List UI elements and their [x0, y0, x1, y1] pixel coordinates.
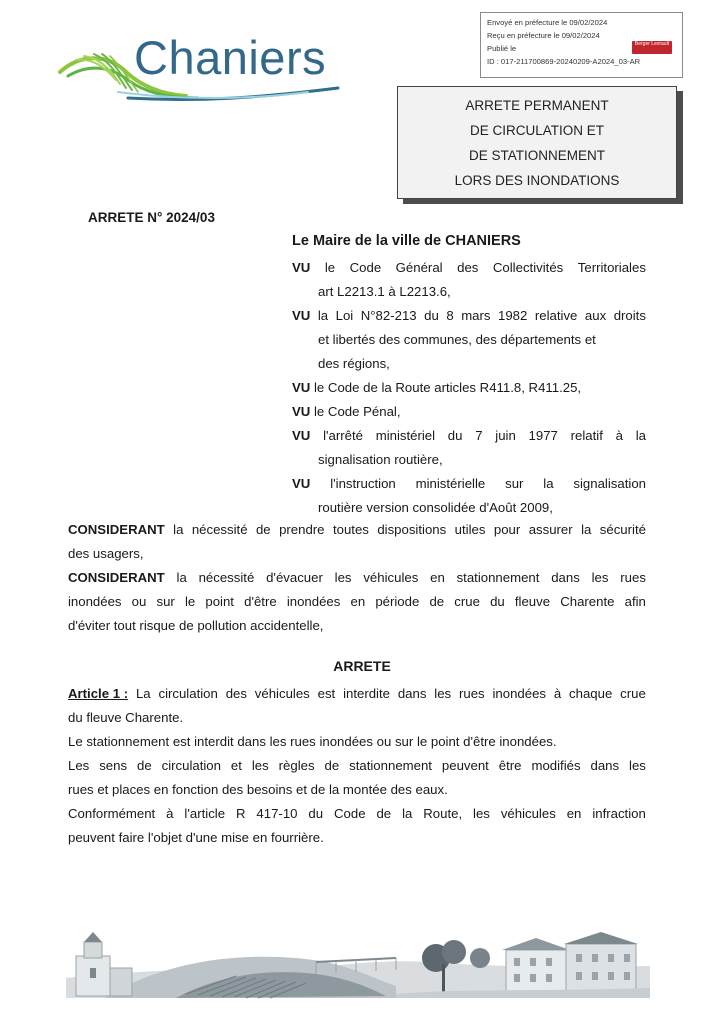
vu-keyword: VU — [292, 260, 311, 275]
considerant-paragraph: CONSIDERANT la nécessité d'évacuer les véhicules en stationnement dans les rues inondées ou sur le point d'être inondées en période de crue du fleuve Charente afin d'éviter tout risque de pollution accidentelle, — [68, 566, 646, 638]
considerant-paragraph: CONSIDERANT la nécessité de prendre toutes dispositions utiles pour assurer la sécurité des usagers, — [68, 518, 646, 566]
arrete-number: ARRETE N° 2024/03 — [88, 210, 215, 225]
paragraph-line: Conformément à l'article R 417-10 du Code de la Route, les véhicules en infraction — [68, 806, 646, 821]
article-label: Article 1 : — [68, 686, 129, 701]
paragraph-line: CONSIDERANT la nécessité d'évacuer les véhicules en stationnement dans les rues — [68, 566, 646, 590]
maire-heading: Le Maire de la ville de CHANIERS — [292, 233, 521, 249]
paragraph-line: Les sens de circulation et les règles de stationnement peuvent être modifiés dans les — [68, 758, 646, 773]
paragraph-line: Article 1 : La circulation des véhicules est interdite dans les rues inondées à chaque crue — [68, 682, 646, 706]
title-box — [397, 86, 677, 199]
vu-line: VU l'instruction ministérielle sur la signalisation — [292, 472, 646, 496]
vu-line: VU le Code de la Route articles R411.8, R411.25, — [292, 380, 582, 395]
vu-item: VU l'instruction ministérielle sur la signalisation routière version consolidée d'Août 2009, — [292, 472, 646, 520]
vu-item: VU la Loi N°82-213 du 8 mars 1982 relative aux droits et libertés des communes, des départements et des régions, — [292, 304, 646, 376]
prefecture-stamp — [480, 12, 683, 78]
vu-item: VU l'arrêté ministériel du 7 juin 1977 relatif à la signalisation routière, — [292, 424, 646, 472]
logo-wordmark: Chaniers — [134, 31, 327, 84]
vu-keyword: VU — [292, 476, 311, 491]
stamp-published: Publié le — [487, 44, 517, 53]
vu-keyword: VU — [292, 308, 311, 323]
village-landscape-icon — [66, 928, 650, 1000]
berger-levrault-badge: Berger Levrault — [632, 41, 672, 54]
considerant-keyword: CONSIDERANT — [68, 570, 165, 585]
vu-item — [292, 376, 646, 400]
vu-item: VU le Code Général des Collectivités Territoriales art L2213.1 à L2213.6, — [292, 256, 646, 304]
decision-heading: ARRETE — [333, 658, 391, 674]
vu-item — [292, 400, 646, 424]
stamp-id: ID : 017-211700869-20240209-A2024_03-AR — [487, 57, 641, 66]
stamp-received: Reçu en préfecture le 09/02/2024 — [487, 31, 600, 40]
vu-keyword: VU — [292, 404, 311, 419]
vu-line: VU l'arrêté ministériel du 7 juin 1977 relatif à la — [292, 424, 646, 448]
vu-keyword: VU — [292, 428, 311, 443]
article-1: Article 1 : La circulation des véhicules est interdite dans les rues inondées à chaque crue du fleuve Charente. Le stationnement est interdit dans les rues inondées ou sur le point d'être inondées. Les sens de circulation et les règles de stationnement peuvent être modifiés dans les rues et places en fonction des besoins et de la montée des eaux. Conformément à l'article R 417-10 du Code de la Route, les véhicules en infraction peuvent faire l'objet d'une mise en fourrière. — [68, 682, 646, 850]
title-line: DE STATIONNEMENT — [468, 147, 605, 163]
title-line: ARRETE PERMANENT — [465, 97, 609, 113]
paragraph-line: CONSIDERANT la nécessité de prendre toutes dispositions utiles pour assurer la sécurité — [68, 518, 646, 542]
vu-line: VU le Code Général des Collectivités Territoriales — [292, 256, 646, 280]
vu-keyword: VU — [292, 380, 311, 395]
title-line: DE CIRCULATION ET — [469, 122, 604, 138]
vu-line: VU la Loi N°82-213 du 8 mars 1982 relative aux droits — [292, 304, 646, 328]
stamp-sent: Envoyé en préfecture le 09/02/2024 — [487, 18, 608, 27]
chaniers-logo — [58, 31, 368, 110]
paragraph-line: inondées ou sur le point d'être inondées en période de crue du fleuve Charente afin — [68, 594, 646, 609]
considerant-keyword: CONSIDERANT — [68, 522, 165, 537]
vu-line: VU le Code Pénal, — [292, 404, 401, 419]
title-line: LORS DES INONDATIONS — [454, 172, 620, 188]
vu-line: et libertés des communes, des départements et — [318, 332, 596, 347]
footer-landscape — [66, 928, 650, 1000]
